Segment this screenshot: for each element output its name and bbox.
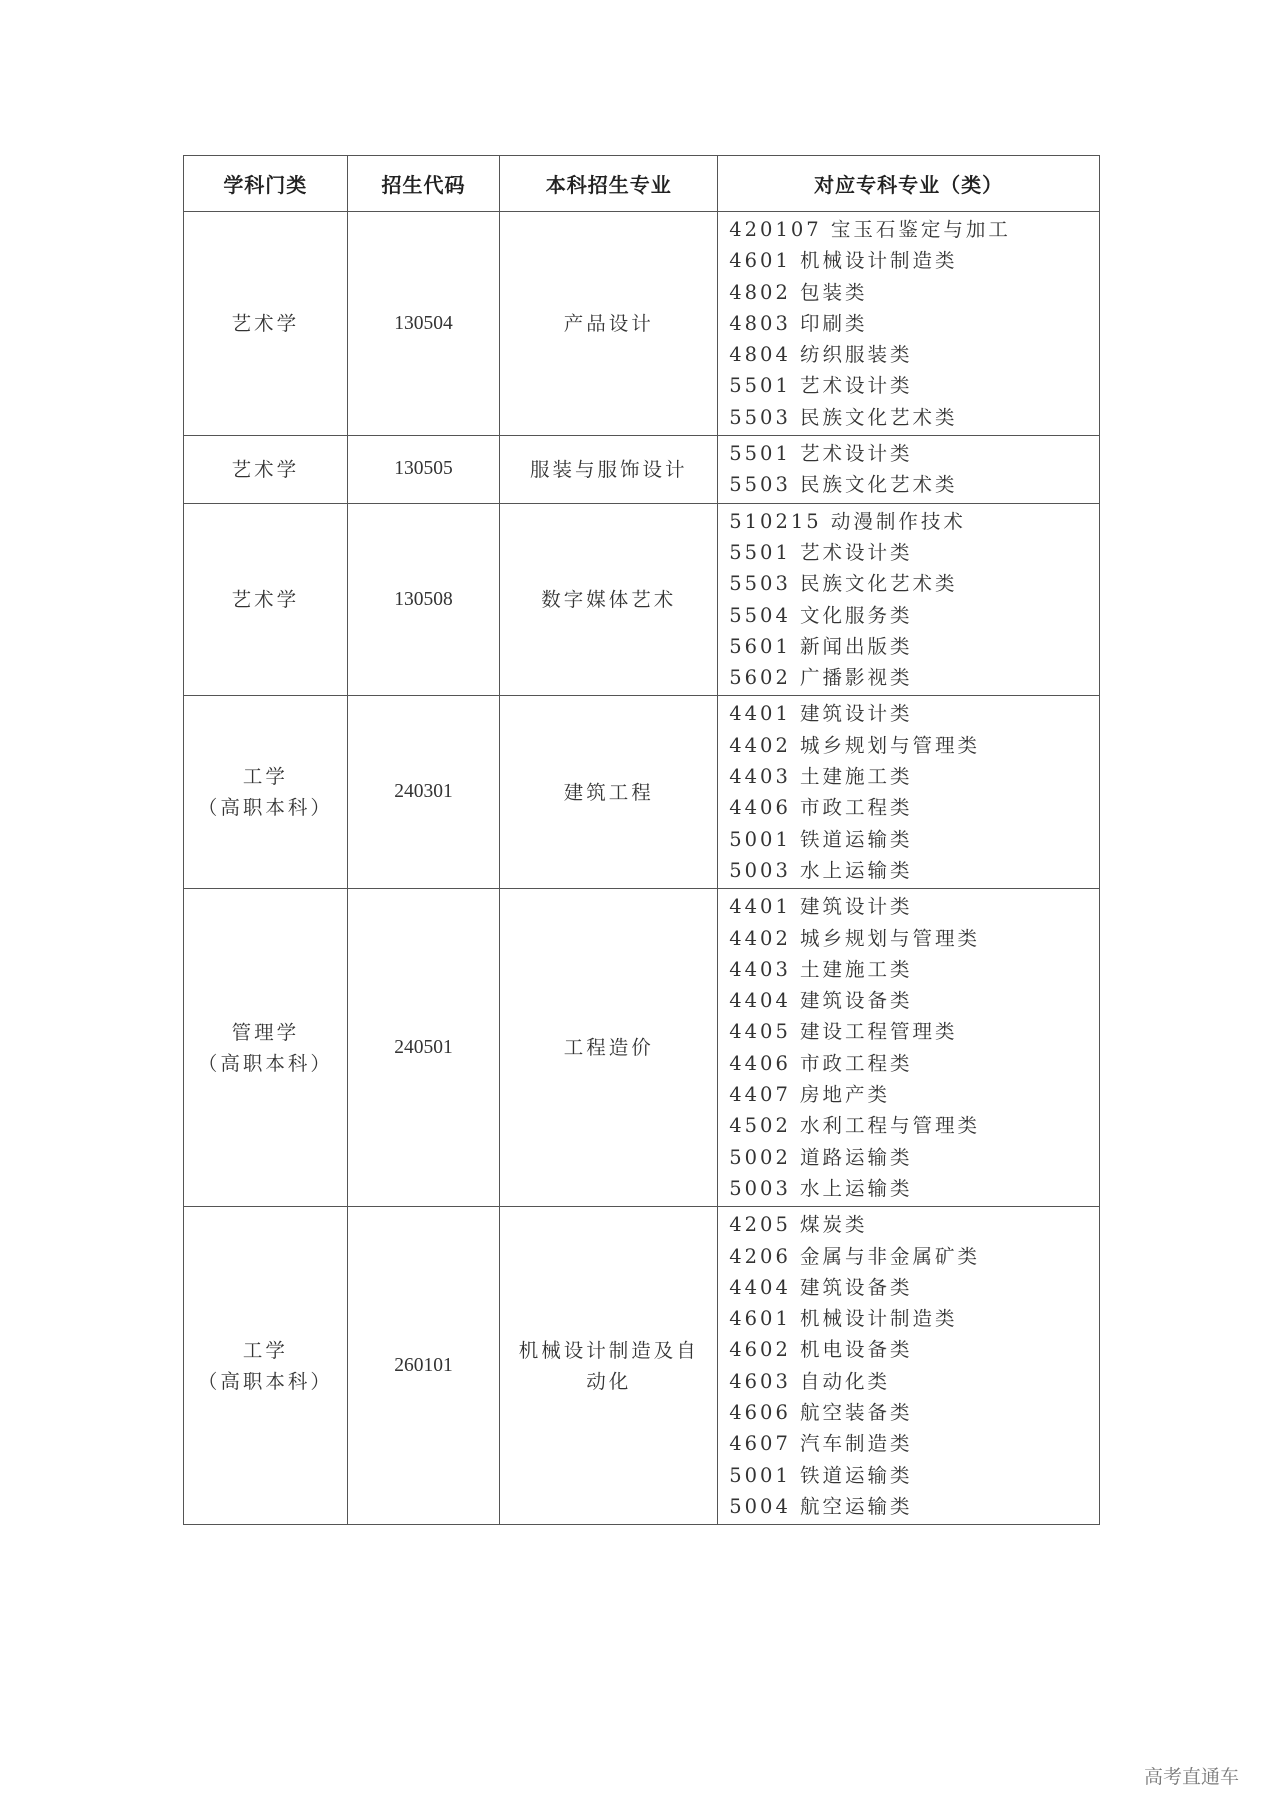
related-cell bbox=[718, 1207, 1100, 1525]
related-major-item: 5501 艺术设计类 bbox=[729, 442, 913, 466]
related-major-item: 4804 纺织服装类 bbox=[729, 343, 913, 367]
related-major-item: 4407 房地产类 bbox=[729, 1083, 891, 1107]
category-cell bbox=[184, 436, 348, 504]
category-text: 工学 bbox=[242, 765, 288, 789]
related-major-item: 4401 建筑设计类 bbox=[729, 702, 913, 726]
major-text: 服装与服饰设计 bbox=[530, 457, 688, 481]
major-cell bbox=[500, 503, 718, 696]
related-major-item: 4603 自动化类 bbox=[729, 1369, 891, 1393]
related-major-item: 4406 市政工程类 bbox=[729, 796, 913, 820]
related-cell bbox=[718, 503, 1100, 696]
code-cell: 240501 bbox=[347, 889, 500, 1207]
related-major-item: 5601 新闻出版类 bbox=[729, 634, 913, 658]
related-major-item: 4206 金属与非金属矿类 bbox=[729, 1244, 981, 1268]
related-major-item: 4403 土建施工类 bbox=[729, 765, 913, 789]
related-cell bbox=[718, 696, 1100, 889]
category-text: 工学 bbox=[242, 1338, 288, 1362]
major-text: 数字媒体艺术 bbox=[541, 588, 677, 612]
major-cell bbox=[500, 436, 718, 504]
related-major-item: 5501 艺术设计类 bbox=[729, 374, 913, 398]
major-cell bbox=[500, 696, 718, 889]
related-major-item: 5004 航空运输类 bbox=[729, 1494, 913, 1518]
related-major-item: 5001 铁道运输类 bbox=[729, 827, 913, 851]
related-cell bbox=[718, 889, 1100, 1207]
code-cell: 260101 bbox=[347, 1207, 500, 1525]
related-major-item: 4607 汽车制造类 bbox=[729, 1432, 913, 1456]
category-cell bbox=[184, 696, 348, 889]
code-cell: 130504 bbox=[347, 212, 500, 436]
category-cell bbox=[184, 212, 348, 436]
major-cell bbox=[500, 889, 718, 1207]
header-code: 招生代码 bbox=[347, 156, 500, 212]
related-major-item: 4601 机械设计制造类 bbox=[729, 249, 958, 273]
related-major-item: 510215 动漫制作技术 bbox=[729, 509, 966, 533]
related-major-item: 5503 民族文化艺术类 bbox=[729, 405, 958, 429]
major-cell bbox=[500, 212, 718, 436]
related-major-item: 4602 机电设备类 bbox=[729, 1338, 913, 1362]
related-major-item: 4502 水利工程与管理类 bbox=[729, 1114, 981, 1138]
related-major-item: 4205 煤炭类 bbox=[729, 1213, 868, 1237]
category-cell bbox=[184, 1207, 348, 1525]
related-major-item: 4803 印刷类 bbox=[729, 311, 868, 335]
category-text: （高职本科） bbox=[197, 1369, 333, 1393]
header-category: 学科门类 bbox=[184, 156, 348, 212]
table-row bbox=[184, 503, 1100, 696]
related-major-item: 4802 包装类 bbox=[729, 280, 868, 304]
category-text: （高职本科） bbox=[197, 1051, 333, 1075]
category-text: （高职本科） bbox=[197, 796, 333, 820]
code-cell: 130508 bbox=[347, 503, 500, 696]
header-major: 本科招生专业 bbox=[500, 156, 718, 212]
related-major-item: 4404 建筑设备类 bbox=[729, 989, 913, 1013]
related-major-item: 4403 土建施工类 bbox=[729, 957, 913, 981]
related-major-item: 5503 民族文化艺术类 bbox=[729, 473, 958, 497]
code-cell: 240301 bbox=[347, 696, 500, 889]
related-major-item: 4601 机械设计制造类 bbox=[729, 1307, 958, 1331]
related-major-item: 4402 城乡规划与管理类 bbox=[729, 733, 981, 757]
category-cell bbox=[184, 889, 348, 1207]
related-major-item: 5504 文化服务类 bbox=[729, 603, 913, 627]
related-major-item: 4606 航空装备类 bbox=[729, 1400, 913, 1424]
related-major-item: 4404 建筑设备类 bbox=[729, 1275, 913, 1299]
major-mapping-table bbox=[183, 155, 1100, 1525]
table-header-row bbox=[184, 156, 1100, 212]
related-major-item: 5001 铁道运输类 bbox=[729, 1463, 913, 1487]
related-major-item: 4406 市政工程类 bbox=[729, 1051, 913, 1075]
header-related: 对应专科专业（类） bbox=[718, 156, 1100, 212]
table-row bbox=[184, 696, 1100, 889]
category-text: 管理学 bbox=[231, 1020, 300, 1044]
code-cell: 130505 bbox=[347, 436, 500, 504]
category-text: 艺术学 bbox=[231, 588, 300, 612]
table-row bbox=[184, 212, 1100, 436]
related-major-item: 5602 广播影视类 bbox=[729, 666, 913, 690]
table-row bbox=[184, 889, 1100, 1207]
category-cell bbox=[184, 503, 348, 696]
major-text: 工程造价 bbox=[563, 1036, 654, 1060]
major-text: 机械设计制造及自动化 bbox=[518, 1338, 699, 1393]
related-major-item: 5501 艺术设计类 bbox=[729, 540, 913, 564]
related-major-item: 420107 宝玉石鉴定与加工 bbox=[729, 218, 1011, 241]
related-major-item: 5003 水上运输类 bbox=[729, 1176, 913, 1200]
related-major-item: 4405 建设工程管理类 bbox=[729, 1020, 958, 1044]
category-text: 艺术学 bbox=[231, 312, 300, 336]
related-major-item: 4401 建筑设计类 bbox=[729, 895, 913, 919]
table-row bbox=[184, 1207, 1100, 1525]
major-cell bbox=[500, 1207, 718, 1525]
major-text: 建筑工程 bbox=[563, 780, 654, 804]
related-major-item: 5003 水上运输类 bbox=[729, 858, 913, 882]
related-cell bbox=[718, 212, 1100, 436]
related-major-item: 5002 道路运输类 bbox=[729, 1145, 913, 1169]
table-row bbox=[184, 436, 1100, 504]
major-text: 产品设计 bbox=[563, 312, 654, 336]
related-major-item: 4402 城乡规划与管理类 bbox=[729, 926, 981, 950]
related-cell bbox=[718, 436, 1100, 504]
related-major-item: 5503 民族文化艺术类 bbox=[729, 572, 958, 596]
watermark: 高考直通车 bbox=[1144, 1766, 1240, 1788]
category-text: 艺术学 bbox=[231, 457, 300, 481]
